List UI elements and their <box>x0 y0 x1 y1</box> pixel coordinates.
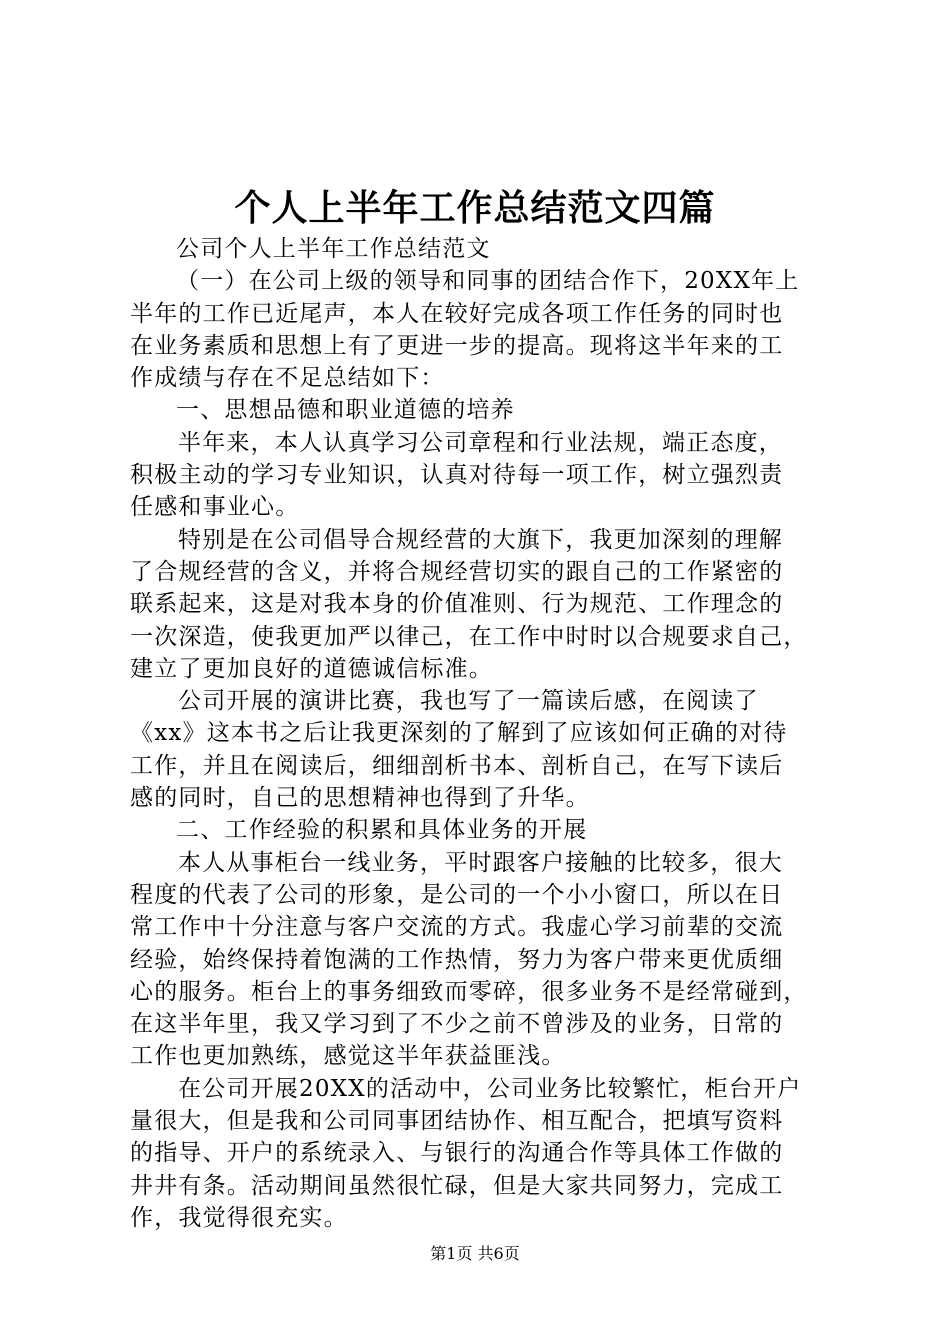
paragraph-line: 建立了更加良好的道德诚信标准。 <box>130 655 493 682</box>
paragraph-line: 作，我觉得很充实。 <box>130 1204 348 1231</box>
paragraph-line: 在这半年里，我又学习到了不少之前不曾涉及的业务，日常的 <box>130 1011 784 1038</box>
paragraph-line: 量很大，但是我和公司同事团结协作、相互配合，把填写资料 <box>130 1108 784 1135</box>
paragraph-line: 一次深造，使我更加严以律己，在工作中时时以合规要求自己， <box>130 623 808 650</box>
paragraph-line: 任感和事业心。 <box>130 494 300 521</box>
paragraph-line: 在公司开展20XX的活动中，公司业务比较繁忙，柜台开户 <box>178 1075 802 1102</box>
paragraph-line: 程度的代表了公司的形象，是公司的一个小小窗口，所以在日 <box>130 881 784 908</box>
paragraph-line: 的指导、开户的系统录入、与银行的沟通合作等具体工作做的 <box>130 1140 784 1167</box>
paragraph-line: 感的同时，自己的思想精神也得到了升华。 <box>130 785 590 812</box>
paragraph-line: 《xx》这本书之后让我更深刻的了解到了应该如何正确的对待 <box>130 720 788 747</box>
paragraph-line: 井井有条。活动期间虽然很忙碌，但是大家共同努力，完成工 <box>130 1172 784 1199</box>
paragraph-line: 半年来，本人认真学习公司章程和行业法规，端正态度， <box>178 429 783 456</box>
paragraph-line: 心的服务。柜台上的事务细致而零碎，很多业务不是经常碰到， <box>130 978 808 1005</box>
paragraph-line: 经验，始终保持着饱满的工作热情，努力为客户带来更优质细 <box>130 946 784 973</box>
paragraph-line: 作成绩与存在不足总结如下： <box>130 365 445 392</box>
section-heading: 二、工作经验的积累和具体业务的开展 <box>176 817 588 844</box>
paragraph-line: （一）在公司上级的领导和同事的团结合作下，20XX年上 <box>176 268 800 295</box>
paragraph-line: 常工作中十分注意与客户交流的方式。我虚心学习前辈的交流 <box>130 914 784 941</box>
paragraph-line: 工作，并且在阅读后，细细剖析书本、剖析自己，在写下读后 <box>130 752 784 779</box>
section-heading: 一、思想品德和职业道德的培养 <box>176 397 515 424</box>
paragraph-line: 工作也更加熟练，感觉这半年获益匪浅。 <box>130 1043 566 1070</box>
page-footer: 第1页 共6页 <box>430 1244 520 1263</box>
document-body <box>130 233 840 1234</box>
paragraph-line: 特别是在公司倡导合规经营的大旗下，我更加深刻的理解 <box>178 526 783 553</box>
paragraph-line: 本人从事柜台一线业务，平时跟客户接触的比较多，很大 <box>178 849 783 876</box>
page-title: 个人上半年工作总结范文四篇 <box>234 187 716 229</box>
paragraph-line: 半年的工作已近尾声，本人在较好完成各项工作任务的同时也 <box>130 300 784 327</box>
paragraph-line: 了合规经营的含义，并将合规经营切实的跟自己的工作紧密的 <box>130 558 784 585</box>
paragraph-line: 联系起来，这是对我本身的价值准则、行为规范、工作理念的 <box>130 591 784 618</box>
paragraph-line: 积极主动的学习专业知识，认真对待每一项工作，树立强烈责 <box>130 462 784 489</box>
paragraph-line: 在业务素质和思想上有了更进一步的提高。现将这半年来的工 <box>130 332 784 359</box>
subtitle-line: 公司个人上半年工作总结范文 <box>176 236 491 262</box>
paragraph-line: 公司开展的演讲比赛，我也写了一篇读后感，在阅读了 <box>178 688 759 715</box>
